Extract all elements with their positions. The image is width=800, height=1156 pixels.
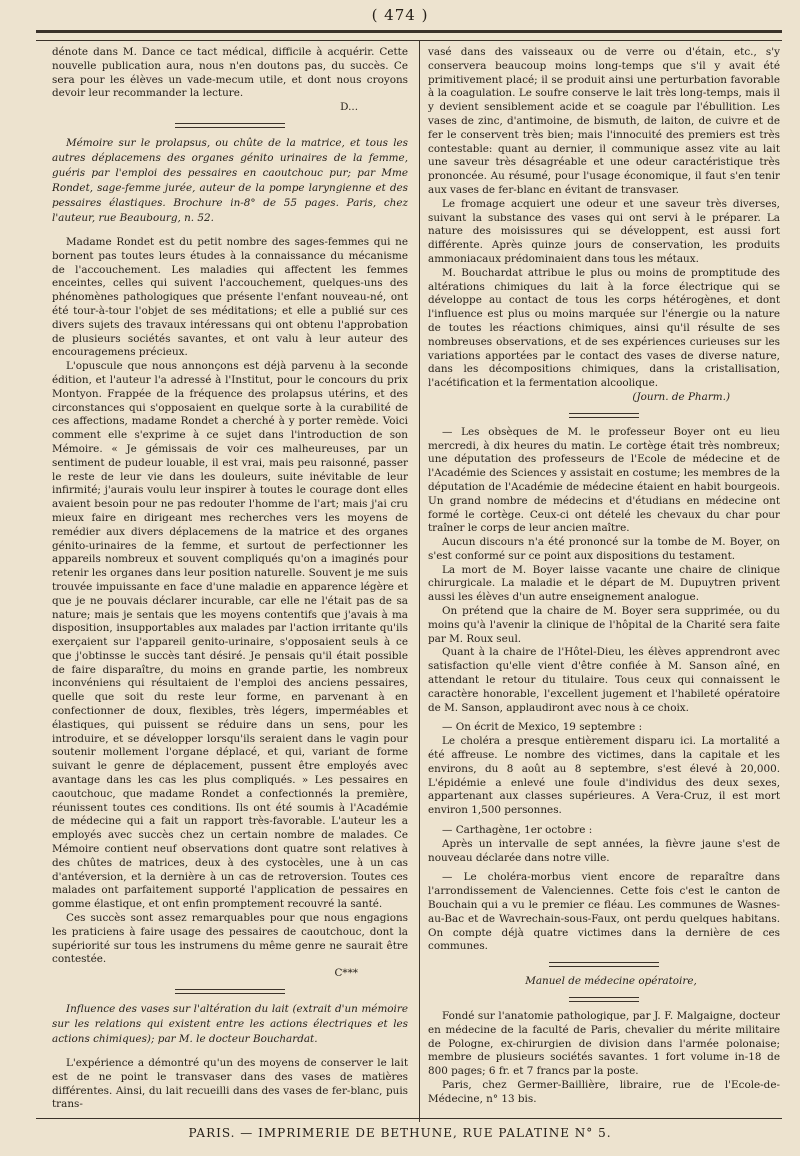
article-paragraph: Le fromage acquiert une odeur et une saveur très diverses, suivant la substance des vases qui ont servi à le préparer. La nature des moisissures qui se développent, est aussi fort différente. Après quinze jours de conservation, les produits ammoniacaux prédominaient dans tous les métaux. — [428, 197, 780, 265]
review-paragraph: L'expérience a démontré qu'un des moyens de conserver le lait est de ne point le transvaser dans des vases de matières différentes. Ainsi, du lait recueilli dans des vases de fer-blanc, puis trans- — [52, 1057, 408, 1111]
news-paragraph: Après un intervalle de sept années, la fièvre jaune s'est de nouveau déclarée dans notre ville. — [428, 837, 780, 864]
review-title-prolapsus: Mémoire sur le prolapsus, ou chûte de la matrice, et tous les autres déplacemens des organes génito urinaires de la femme, guéris par l'emploi des pessaires en caoutchouc pur; par Mme Rondet, sage-femme jurée, auteur de la pompe laryngienne et des pessaires élastiques. Brochure in-8° de 55 pages. Paris, chez l'auteur, rue Beaubourg, n. 52. — [52, 136, 408, 224]
news-paragraph: — Carthagène, 1er octobre : — [442, 824, 593, 837]
review-title-lait: Influence des vases sur l'altération du lait (extrait d'un mémoire sur les relations qui existent entre les actions électriques et les actions chimiques); par M. le docteur Bouchardat. — [52, 1003, 408, 1046]
advert-title: Manuel de médecine opératoire, — [525, 975, 697, 988]
advert-paragraph: Paris, chez Germer-Baillière, libraire, rue de l'Ecole-de-Médecine, n° 13 bis. — [428, 1078, 780, 1105]
news-paragraph: La mort de M. Boyer laisse vacante une chaire de clinique chirurgicale. La maladie et le départ de M. Dupuytren privent aussi les élèves d'un autre enseignement analogue. — [428, 563, 780, 604]
bottom-rule — [36, 1118, 782, 1119]
separator — [175, 123, 285, 128]
article-paragraph: M. Bouchardat attribue le plus ou moins de promptitude des altérations chimiques du lait à la force électrique qui se développe au contact de tous les corps hétérogènes, et dont l'influence est plus ou moins marquée sur l'énergie ou la nature de toutes les réactions chimiques, ainsi qu'il résulte de ses nombreuses observations, et de ses expériences curieuses sur les variations apportées par le contact des vases de diverse nature, dans les décompositions chimiques, dans la cristallisation, l'acétification et la fermentation alcoolique. — [428, 266, 780, 390]
news-paragraph: Aucun discours n'a été prononcé sur la tombe de M. Boyer, on s'est conformé sur ce point aux dispositions du testament. — [428, 536, 780, 562]
advert-paragraph: Fondé sur l'anatomie pathologique, par J. F. Malgaigne, docteur en médecine de la faculté de Paris, chevalier du mérite militaire de Pologne, ex-chirurgien de division dans l'armée polonaise; membre de plusieurs sociétés savantes. 1 fort volume in-18 de 800 pages; 6 fr. et 7 francs par la poste. — [428, 1010, 780, 1078]
separator — [549, 962, 659, 967]
review-paragraph: Ces succès sont assez remarquables pour que nous engagions les praticiens à faire usage des pessaires de caoutchouc, dont la supériorité sur tous les instrumens du même genre ne saurait être contestée. — [52, 912, 408, 966]
review-paragraph: Madame Rondet est du petit nombre des sages-femmes qui ne bornent pas toutes leurs études à la connaissance du mécanisme de l'accouchement. Les maladies qui affectent les femmes enceintes, celles qui suivent l'accouchement, quelques-uns des phénomènes pathologiques que présente l'enfant nouveau-né, ont été tour-à-tour l'objet de ses méditations; et elle a publié sur ces divers sujets des travaux intéressans qui ont obtenu l'approbation de plusieurs sociétés savantes, et ont valu à leur auteur des encouragemens précieux. — [52, 235, 408, 359]
left-column — [52, 46, 408, 1112]
separator — [569, 997, 639, 1002]
article-paragraph: vasé dans des vaisseaux ou de verre ou d'étain, etc., s'y conservera beaucoup moins long-temps que s'il y avait été primitivement placé; il se produit ainsi une perturbation favorable à la coagulation. Le soufre conserve le lait très long-temps, mais il y devient sensiblement acide et se coagule par l'ébullition. Les vases de zinc, d'antimoine, de bismuth, de laiton, de cuivre et de fer le conservent très bien; mais l'innocuité des premiers est très contestable: quant au dernier, il communique assez vite au lait une saveur très désagréable et une odeur caractéristique très prononcée. Au résumé, pour l'usage économique, il faut s'en tenir aux vases de fer-blanc en évitant de transvaser. — [428, 46, 780, 196]
column-divider — [419, 40, 420, 1122]
review-signature: C*** — [334, 967, 358, 980]
page-number: ( 474 ) — [371, 6, 429, 24]
separator — [569, 413, 639, 418]
intro-paragraph: dénote dans M. Dance ce tact médical, difficile à acquérir. Cette nouvelle publication aura, nous n'en doutons pas, du succès. Ce sera pour les élèves un vade-mecum utile, et dont nous croyons devoir leur recommander la lecture. — [52, 46, 408, 100]
news-paragraph: — Le choléra-morbus vient encore de reparaître dans l'arrondissement de Valenciennes. Cette fois c'est le canton de Bouchain qui a vu le premier ce fléau. Les communes de Wasnes-au-Bac et de Wavrechain-sous-Faux, ont perdu quelques habitans. On compte déjà quatre victimes dans la dernière de ces communes. — [428, 871, 780, 953]
right-column — [428, 46, 780, 1107]
news-paragraph: Le choléra a presque entièrement disparu ici. La mortalité a été affreuse. Le nombre des victimes, dans la capitale et les environs, du 8 août au 8 septembre, s'est élevé à 20,000. L'épidémie a enlevé une foule d'individus des deux sexes, appartenant aux classes supérieures. A Vera-Cruz, il est mort environ 1,500 personnes. — [428, 735, 780, 817]
intro-signature: D... — [340, 101, 358, 114]
top-rule — [36, 30, 782, 41]
printer-imprint: PARIS. — IMPRIMERIE DE BETHUNE, RUE PALATINE N° 5. — [188, 1126, 612, 1140]
separator — [175, 989, 285, 994]
citation: (Journ. de Pharm.) — [632, 390, 730, 403]
news-paragraph: Quant à la chaire de l'Hôtel-Dieu, les élèves apprendront avec satisfaction qu'elle vient d'être confiée à M. Sanson aîné, en attendant le retour du titulaire. Tous ceux qui connaissent le caractère honorable, l'excellent jugement et l'habileté opératoire de M. Sanson, applaudiront avec nous à ce choix. — [428, 646, 780, 714]
news-paragraph: On prétend que la chaire de M. Boyer sera supprimée, ou du moins qu'à l'avenir la clinique de l'hôpital de la Charité sera faite par M. Roux seul. — [428, 605, 780, 645]
news-paragraph: — On écrit de Mexico, 19 septembre : — [442, 721, 643, 734]
review-paragraph: L'opuscule que nous annonçons est déjà parvenu à la seconde édition, et l'auteur l'a adressé à l'Institut, pour le concours du prix Montyon. Frappée de la fréquence des prolapsus utérins, et des circonstances qui s'opposaient en quelque sorte à la curabilité de ces affections, madame Rondet a cherché à y porter remède. Voici comment elle s'exprime à ce sujet dans l'introduction de son Mémoire. « Je gémissais de voir ces malheureuses, par un sentiment de pudeur louable, il est vrai, mais peu raisonné, passer le reste de leur vie dans les douleurs, suite inévitable de leur infirmité; j'aurais voulu leur inspirer à toutes le courage dont elles avaient besoin pour ne pas redouter l'homme de l'art; mais j'ai cru mieux faire en dirigeant mes recherches vers les moyens de remédier aux divers déplacemens de la matrice et des organes génito-urinaires de la femme, et surtout de perfectionner les appareils nombreux et souvent compliqués qu'on a imaginés pour retenir les organes dans leur position naturelle. Souvent je me suis trouvée impuissante en face d'une maladie en apparence légère et que je ne pouvais déclarer incurable, car elle ne l'était pas de sa nature; mais je sentais que les moyens contentifs que j'avais à ma disposition, insupportables aux malades par l'action irritante qu'ils exerçaient sur l'appareil genito-urinaire, s'opposaient seuls à ce que j'obtinsse le succès tant désiré. Je pensais qu'il était possible de faire disparaître, du moins en grande partie, les nombreux inconvéniens qui résultaient de l'emploi des anciens pessaires, quelle que soit du reste leur forme, en parvenant à en confectionner de doux, flexibles, très légers, imperméables et élastiques, qui puissent se réduire dans un sens, pour les introduire, et se développer lorsqu'ils seraient dans le vagin pour soutenir mollement l'organe déplacé, et qui, variant de forme suivant le genre de déplacement, pussent être employés avec avantage dans les cas les plus compliqués. » Les pessaires en caoutchouc, que madame Rondet a confectionnés la première, réunissent toutes ces conditions. Ils ont été soumis à l'Académie de médecine qui a fait un rapport très-favorable. L'auteur les a employés avec succès chez un certain nombre de malades. Ce Mémoire contient neuf observations dont quatre sont relatives à des chûtes de matrices, deux à des cystocèles, une à un cas d'antéversion, et la dernière à un cas de retroversion. Toutes ces malades ont parfaitement supporté l'application de pessaires en gomme élastique, et ont enfin promptement recouvré la santé. — [52, 360, 408, 911]
news-paragraph: — Les obsèques de M. le professeur Boyer ont eu lieu mercredi, à dix heures du matin. Le cortège était très nombreux; une députation des professeurs de l'Ecole de médecine et de l'Académie des Sciences y assistait en costume; les membres de la députation de l'Académie de médecine étaient en habit bourgeois. Un grand nombre de médecins et d'étudians en médecine ont formé le cortège. Ceux-ci ont dételé les chevaux du char pour traîner le corps de leur ancien maître. — [428, 425, 780, 535]
